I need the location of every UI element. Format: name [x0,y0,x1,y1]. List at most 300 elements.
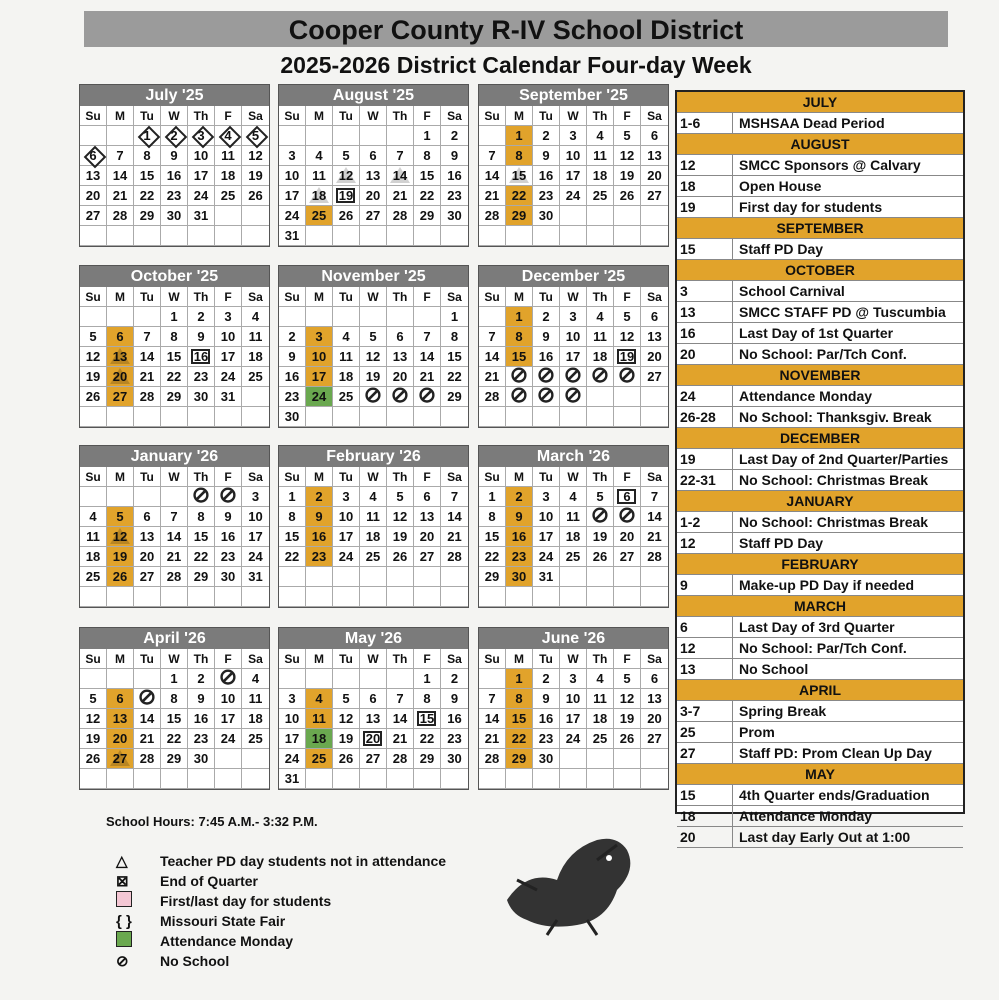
event-date: 18 [677,806,733,826]
empty-cell [306,567,333,587]
day-cell: 10 [188,146,215,166]
events-sidebar [675,90,965,845]
event-text: No School: Par/Tch Conf. [739,346,907,362]
day-cell: 11 [242,689,269,709]
event-row [677,386,963,407]
month-section-header: FEBRUARY [677,554,963,575]
day-cell: 11 [333,347,360,367]
empty-cell [242,387,269,407]
event-date: 1-6 [677,113,733,133]
day-cell: 22 [134,186,161,206]
day-cell: 2 [279,327,306,347]
legend-text: End of Quarter [160,873,259,889]
empty-cell [107,769,134,789]
event-row [677,176,963,197]
day-cell: 18 [587,347,614,367]
day-cell: 25 [215,186,242,206]
day-cell: 4 [587,307,614,327]
day-cell: 30 [161,206,188,226]
empty-cell [306,669,333,689]
day-cell: 20 [641,347,668,367]
event-text: Last Day of 1st Quarter [739,325,894,341]
event-date: 1-2 [677,512,733,532]
day-cell: 6 [614,487,641,507]
empty-cell [587,206,614,226]
month-section-header: MAY [677,764,963,785]
event-date: 9 [677,575,733,595]
day-cell: 12 [614,327,641,347]
day-cell: 7 [641,487,668,507]
day-cell: 31 [279,226,306,246]
empty-cell [161,487,188,507]
day-cell: 13 [641,689,668,709]
day-cell: 29 [479,567,506,587]
empty-cell [587,587,614,607]
empty-cell [242,407,269,427]
day-cell: 18 [306,729,333,749]
weekday-label: W [560,287,587,307]
day-cell [188,487,215,507]
month-title: April '26 [80,628,269,649]
day-cell: 17 [560,709,587,729]
event-text: Prom [739,724,775,740]
day-cell: 29 [161,749,188,769]
day-cell: 7 [441,487,468,507]
weekday-label: Su [279,106,306,126]
day-cell: 15 [506,166,533,186]
empty-cell [242,587,269,607]
day-cell: 23 [188,367,215,387]
day-cell: 18 [215,166,242,186]
day-cell: 19 [587,527,614,547]
empty-cell [306,226,333,246]
day-cell: 3 [333,487,360,507]
empty-cell [107,126,134,146]
day-cell: 19 [333,186,360,206]
weekday-label: F [614,106,641,126]
empty-cell [242,769,269,789]
day-cell: 14 [479,166,506,186]
day-cell: 2 [533,669,560,689]
event-text: School Carnival [739,283,845,299]
weekday-label: W [161,467,188,487]
day-cell: 11 [306,709,333,729]
empty-cell [80,487,107,507]
weekday-label: Sa [641,467,668,487]
weekday-label: Sa [641,649,668,669]
day-cell: 19 [80,729,107,749]
event-row [677,344,963,365]
empty-cell [479,587,506,607]
day-cell: 18 [333,367,360,387]
day-cell: 25 [560,547,587,567]
empty-cell [360,226,387,246]
day-cell: 6 [641,126,668,146]
day-cell: 8 [188,507,215,527]
empty-cell [161,587,188,607]
day-cell: 5 [614,669,641,689]
day-cell: 26 [387,547,414,567]
empty-cell [441,226,468,246]
day-cell: 16 [533,347,560,367]
day-cell: 19 [107,547,134,567]
empty-cell [80,307,107,327]
day-cell: 7 [161,507,188,527]
day-cell: 2 [441,126,468,146]
empty-cell [387,669,414,689]
day-cell [587,367,614,387]
day-cell: 31 [242,567,269,587]
event-text: Staff PD: Prom Clean Up Day [739,745,932,761]
month-title: March '26 [479,446,668,467]
month-section-header: AUGUST [677,134,963,155]
day-cell: 10 [560,689,587,709]
empty-cell [479,769,506,789]
day-cell: 7 [479,327,506,347]
weekday-label: F [414,287,441,307]
day-cell: 10 [306,347,333,367]
day-cell: 29 [506,206,533,226]
empty-cell [533,769,560,789]
empty-cell [533,587,560,607]
day-cell: 29 [506,749,533,769]
event-row [677,533,963,554]
day-cell: 1 [506,126,533,146]
empty-cell [387,769,414,789]
day-cell: 11 [587,689,614,709]
weekday-label: Su [80,106,107,126]
day-cell: 4 [587,669,614,689]
day-cell: 12 [614,146,641,166]
day-cell: 19 [614,347,641,367]
day-cell: 11 [360,507,387,527]
event-date: 12 [677,155,733,175]
day-cell: 14 [134,347,161,367]
weekday-label: Sa [441,649,468,669]
day-cell: 15 [479,527,506,547]
day-cell: 30 [215,567,242,587]
weekday-label: Th [387,467,414,487]
empty-cell [560,226,587,246]
empty-cell [560,587,587,607]
day-cell: 22 [441,367,468,387]
day-cell: 18 [587,166,614,186]
day-cell: 15 [279,527,306,547]
weekday-label: Tu [134,287,161,307]
day-cell: 31 [215,387,242,407]
day-cell: 10 [215,327,242,347]
event-row [677,155,963,176]
empty-cell [587,769,614,789]
month-section-header: JULY [677,92,963,113]
weekday-label: F [215,649,242,669]
day-cell: 23 [441,186,468,206]
day-cell: 18 [242,347,269,367]
day-cell: 21 [134,367,161,387]
event-date: 22-31 [677,470,733,490]
weekday-label: Th [587,467,614,487]
day-cell: 20 [414,527,441,547]
day-cell: 11 [80,527,107,547]
month-section-header: JANUARY [677,491,963,512]
empty-cell [80,769,107,789]
empty-cell [560,407,587,427]
day-cell: 28 [441,547,468,567]
day-cell: 17 [279,729,306,749]
month-calendar [278,627,469,790]
weekday-label: M [107,106,134,126]
day-cell: 23 [279,387,306,407]
empty-cell [134,487,161,507]
legend-item [116,911,446,931]
empty-cell [107,669,134,689]
day-cell: 29 [161,387,188,407]
empty-cell [333,126,360,146]
event-date: 15 [677,785,733,805]
empty-cell [441,587,468,607]
day-cell: 15 [441,347,468,367]
day-cell: 24 [215,729,242,749]
empty-cell [479,669,506,689]
day-cell: 5 [333,146,360,166]
day-cell: 5 [80,327,107,347]
day-cell: 22 [414,729,441,749]
day-cell: 6 [360,689,387,709]
month-calendar [278,445,469,608]
day-cell: 25 [333,387,360,407]
weekday-label: F [414,467,441,487]
weekday-label: W [360,649,387,669]
day-cell: 7 [134,327,161,347]
weekday-label: Th [587,649,614,669]
empty-cell [80,587,107,607]
empty-cell [333,769,360,789]
empty-cell [134,587,161,607]
weekday-label: Th [587,106,614,126]
empty-cell [414,567,441,587]
day-cell: 9 [188,689,215,709]
day-cell: 24 [215,367,242,387]
day-cell: 8 [506,146,533,166]
day-cell: 24 [533,547,560,567]
day-cell: 8 [506,327,533,347]
day-cell: 30 [533,749,560,769]
legend-item [116,891,446,911]
day-cell: 4 [306,146,333,166]
day-cell: 2 [506,487,533,507]
empty-cell [279,307,306,327]
weekday-label: F [215,106,242,126]
day-cell: 13 [641,327,668,347]
day-cell: 15 [188,527,215,547]
weekday-label: F [614,287,641,307]
event-row [677,449,963,470]
day-cell: 13 [414,507,441,527]
month-calendar [79,445,270,608]
day-cell: 15 [134,166,161,186]
empty-cell [134,307,161,327]
event-date: 3 [677,281,733,301]
weekday-label: M [506,106,533,126]
day-cell: 24 [242,547,269,567]
day-cell [414,387,441,407]
day-cell: 7 [107,146,134,166]
weekday-label: Th [188,106,215,126]
weekday-label: Sa [641,106,668,126]
month-title: January '26 [80,446,269,467]
day-cell: 21 [441,527,468,547]
day-cell: 2 [161,126,188,146]
empty-cell [560,749,587,769]
day-cell: 14 [134,709,161,729]
day-cell: 25 [306,749,333,769]
empty-cell [215,749,242,769]
month-title: May '26 [279,628,468,649]
empty-cell [614,387,641,407]
day-cell [614,367,641,387]
empty-cell [587,567,614,587]
empty-cell [215,226,242,246]
month-title: February '26 [279,446,468,467]
day-cell: 16 [188,709,215,729]
day-cell: 4 [242,307,269,327]
day-cell: 23 [306,547,333,567]
weekday-label: M [306,106,333,126]
event-row [677,722,963,743]
empty-cell [279,126,306,146]
day-cell: 17 [306,367,333,387]
empty-cell [441,567,468,587]
dragon-mascot-icon [497,830,647,940]
empty-cell [161,769,188,789]
event-text: SMCC Sponsors @ Calvary [739,157,921,173]
day-cell: 29 [441,387,468,407]
weekday-label: M [506,287,533,307]
empty-cell [333,669,360,689]
weekday-label: W [560,649,587,669]
day-cell: 14 [641,507,668,527]
event-text: No School: Christmas Break [739,472,929,488]
empty-cell [107,487,134,507]
weekday-label: Sa [242,106,269,126]
empty-cell [161,407,188,427]
day-cell: 16 [441,709,468,729]
event-row [677,701,963,722]
weekday-label: Tu [333,467,360,487]
day-cell: 24 [279,749,306,769]
empty-cell [360,769,387,789]
school-hours: School Hours: 7:45 A.M.- 3:32 P.M. [106,814,318,829]
weekday-label: W [360,467,387,487]
empty-cell [333,587,360,607]
empty-cell [506,587,533,607]
day-cell: 13 [360,709,387,729]
empty-cell [387,226,414,246]
event-date: 20 [677,827,733,847]
month-calendar [79,265,270,428]
weekday-label: W [161,649,188,669]
day-cell [360,387,387,407]
day-cell: 26 [614,186,641,206]
event-row [677,638,963,659]
day-cell: 24 [560,729,587,749]
day-cell: 15 [161,347,188,367]
day-cell: 13 [134,527,161,547]
day-cell: 29 [414,749,441,769]
event-date: 26-28 [677,407,733,427]
day-cell: 23 [441,729,468,749]
weekday-label: Sa [242,287,269,307]
empty-cell [479,126,506,146]
month-section-header: SEPTEMBER [677,218,963,239]
empty-cell [441,769,468,789]
day-cell: 21 [107,186,134,206]
day-cell: 22 [506,186,533,206]
weekday-label: Tu [333,287,360,307]
day-cell: 16 [441,166,468,186]
empty-cell [188,769,215,789]
day-cell: 27 [641,186,668,206]
empty-cell [587,407,614,427]
day-cell: 15 [414,166,441,186]
day-cell: 19 [387,527,414,547]
empty-cell [414,226,441,246]
event-row [677,323,963,344]
day-cell: 15 [506,709,533,729]
day-cell: 20 [107,729,134,749]
month-calendar [79,84,270,247]
weekday-label: M [306,287,333,307]
weekday-label: Th [587,287,614,307]
weekday-label: F [414,649,441,669]
legend-text: First/last day for students [160,893,332,909]
day-cell: 31 [533,567,560,587]
day-cell: 25 [587,186,614,206]
day-cell: 18 [560,527,587,547]
day-cell: 3 [560,126,587,146]
event-date: 16 [677,323,733,343]
day-cell: 7 [479,146,506,166]
day-cell: 14 [107,166,134,186]
empty-cell [333,407,360,427]
day-cell: 11 [306,166,333,186]
weekday-label: Tu [533,649,560,669]
event-text: MSHSAA Dead Period [739,115,885,131]
day-cell: 21 [641,527,668,547]
empty-cell [560,206,587,226]
day-cell: 19 [242,166,269,186]
month-section-header: DECEMBER [677,428,963,449]
empty-cell [641,587,668,607]
day-cell: 24 [333,547,360,567]
day-cell: 4 [215,126,242,146]
day-cell: 17 [560,347,587,367]
day-cell: 16 [306,527,333,547]
day-cell [533,387,560,407]
day-cell: 24 [560,186,587,206]
day-cell: 25 [242,367,269,387]
event-row [677,827,963,848]
empty-cell [441,407,468,427]
event-row [677,617,963,638]
day-cell: 8 [134,146,161,166]
event-text: SMCC STAFF PD @ Tuscumbia [739,304,946,320]
day-cell: 12 [360,347,387,367]
day-cell: 10 [215,689,242,709]
day-cell: 15 [161,709,188,729]
day-cell: 3 [242,487,269,507]
day-cell: 28 [479,387,506,407]
